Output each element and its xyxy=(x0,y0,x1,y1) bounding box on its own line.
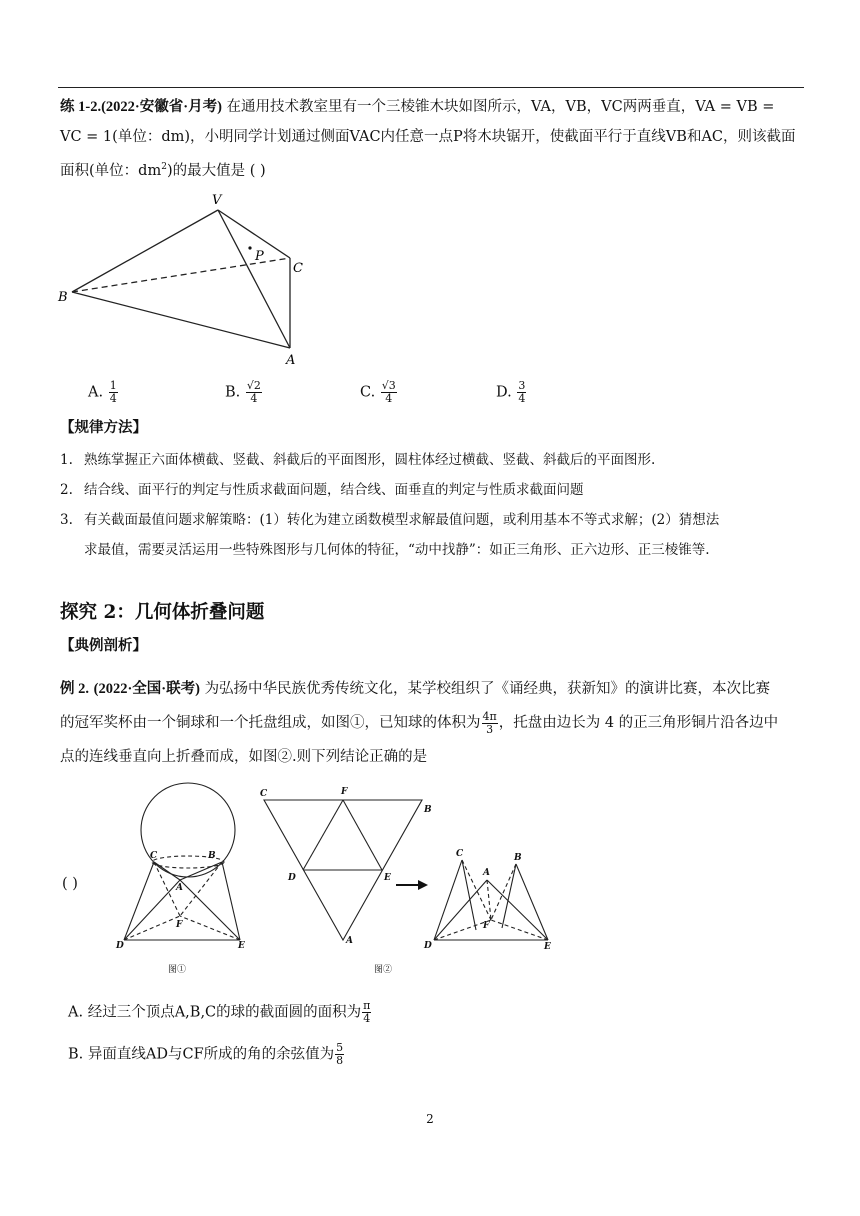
label-b: B xyxy=(58,290,68,305)
choice-d-letter: D. xyxy=(496,384,512,401)
problem1-line3-post: )的最大值是 ( ) xyxy=(166,162,266,179)
fig2-label-e: E xyxy=(384,873,391,883)
example2-choice-a-text: 经过三个顶点A,B,C的球的截面圆的面积为 xyxy=(87,1004,362,1021)
example2-choice-b-letter: B. xyxy=(68,1046,84,1063)
example2-bracket: ( ) xyxy=(62,876,78,892)
choice-a-letter: A. xyxy=(88,384,104,401)
fig1-label-a: A xyxy=(176,883,183,893)
example2-source: (2022·全国·联考) xyxy=(93,681,200,697)
fig1-label-c: C xyxy=(150,851,158,861)
choice-b-num: √2 xyxy=(246,379,261,392)
fig3-label-d: D xyxy=(424,941,432,951)
label-c: C xyxy=(293,261,303,276)
tetrahedron-figure xyxy=(50,188,370,368)
method-item-1-text: 熟练掌握正六面体横截、竖截、斜截后的平面图形，圆柱体经过横截、竖截、斜截后的平面图形. xyxy=(84,452,656,468)
method-item-3-number: 3. xyxy=(60,512,73,528)
example2-choice-b-text: 异面直线AD与CF所成的角的余弦值为 xyxy=(87,1046,335,1063)
section2-subheading: 【典例剖析】 xyxy=(60,637,147,654)
method-item-2-text: 结合线、面平行的判定与性质求截面问题，结合线、面垂直的判定与性质求截面问题 xyxy=(84,482,584,498)
fig3-label-f: F xyxy=(483,921,490,931)
method-item-2-number: 2. xyxy=(60,482,73,498)
fig1-label-b: B xyxy=(208,851,216,861)
method-list xyxy=(60,445,804,565)
example2-choice-b-den: 8 xyxy=(336,1054,344,1067)
fig2-label-c: C xyxy=(260,789,268,799)
fig2-label-b: B xyxy=(424,805,432,815)
label-v: V xyxy=(212,193,222,208)
choice-b-letter: B. xyxy=(225,384,241,401)
fig2-label-d: D xyxy=(288,873,296,883)
example2-choice-b[interactable] xyxy=(68,1042,345,1067)
problem1-line2: VC = 1(单位：dm)，小明同学计划通过侧面VAC内任意一点P将木块锯开，使截面平行于直线VB和AC，则该截面 xyxy=(60,129,796,145)
choice-b-den: 4 xyxy=(250,392,258,405)
problem1-line1: 在通用技术教室里有一个三棱锥木块如图所示，VA，VB，VC两两垂直，VA = VB = xyxy=(226,99,775,115)
choice-a-den: 4 xyxy=(109,392,117,405)
header-rule xyxy=(58,87,804,88)
choice-d-num: 3 xyxy=(518,379,526,392)
choice-c-letter: C. xyxy=(360,384,376,401)
choice-a[interactable] xyxy=(88,380,119,405)
problem1-line3-sup: 2 xyxy=(161,162,167,172)
method-item-3 xyxy=(60,505,804,565)
problem1-tag: 练 1-2. xyxy=(60,99,102,115)
label-p: P xyxy=(255,249,264,264)
example2-line3: 点的连线垂直向上折叠而成，如图②.则下列结论正确的是 xyxy=(60,749,428,765)
example2-frac-den: 3 xyxy=(486,722,494,736)
choice-d[interactable] xyxy=(496,380,527,405)
example2-choice-b-num: 5 xyxy=(336,1041,344,1054)
method-item-3-text: 有关截面最值问题求解策略：(1）转化为建立函数模型求解最值问题，或利用基本不等式求解；(2）猜想法 xyxy=(84,512,720,528)
fig1-label-d: D xyxy=(116,941,124,951)
example2-tag: 例 2. xyxy=(60,681,89,697)
method-item-3-text-cont: 求最值，需要灵活运用一些特殊图形与几何体的特征，“动中找静”：如正三角形、正六边形、正三棱锥等. xyxy=(84,542,710,558)
example2-choice-a[interactable] xyxy=(68,1000,372,1025)
fig2-label-a: A xyxy=(346,936,353,946)
example2-choice-a-num: π xyxy=(363,999,371,1012)
method-heading: 【规律方法】 xyxy=(60,419,147,436)
page-number: 2 xyxy=(426,1112,434,1126)
label-a: A xyxy=(286,353,296,368)
fig1-label-f: F xyxy=(176,920,183,930)
choice-b[interactable] xyxy=(225,380,263,405)
problem1-line3-pre: 面积(单位：dm xyxy=(60,162,162,179)
fig3-label-b: B xyxy=(514,853,522,863)
fig2-caption: 图② xyxy=(374,965,393,975)
section2-title: 探究 2：几何体折叠问题 xyxy=(60,602,265,623)
fig3-label-a: A xyxy=(483,868,490,878)
method-item-2 xyxy=(60,475,804,505)
example2-text xyxy=(60,672,804,774)
method-item-1 xyxy=(60,445,804,475)
choice-a-num: 1 xyxy=(109,379,117,392)
choice-c-den: 4 xyxy=(385,392,393,405)
example2-line1: 为弘扬中华民族优秀传统文化，某学校组织了《诵经典，获新知》的演讲比赛，本次比赛 xyxy=(204,681,771,697)
choice-d-den: 4 xyxy=(518,392,526,405)
example2-choice-a-den: 4 xyxy=(363,1012,371,1025)
problem1-text xyxy=(60,92,804,186)
fig3-label-e: E xyxy=(544,942,551,952)
method-item-1-number: 1. xyxy=(60,452,73,468)
example2-line2-post: ，托盘由边长为 4 的正三角形铜片沿各边中 xyxy=(498,715,779,731)
fig3-label-c: C xyxy=(456,849,464,859)
fig1-caption: 图① xyxy=(168,965,187,975)
example2-line2-pre: 的冠军奖杯由一个铜球和一个托盘组成，如图①，已知球的体积为 xyxy=(60,715,481,731)
trophy-figures xyxy=(112,780,562,980)
choice-c[interactable] xyxy=(360,380,398,405)
fig2-label-f: F xyxy=(341,787,348,797)
example2-choice-a-letter: A. xyxy=(68,1004,84,1021)
example2-frac-num: 4π xyxy=(482,709,497,723)
choice-c-num: √3 xyxy=(381,379,396,392)
problem1-source: (2022·安徽省·月考) xyxy=(101,99,222,115)
fig1-label-e: E xyxy=(238,941,245,951)
